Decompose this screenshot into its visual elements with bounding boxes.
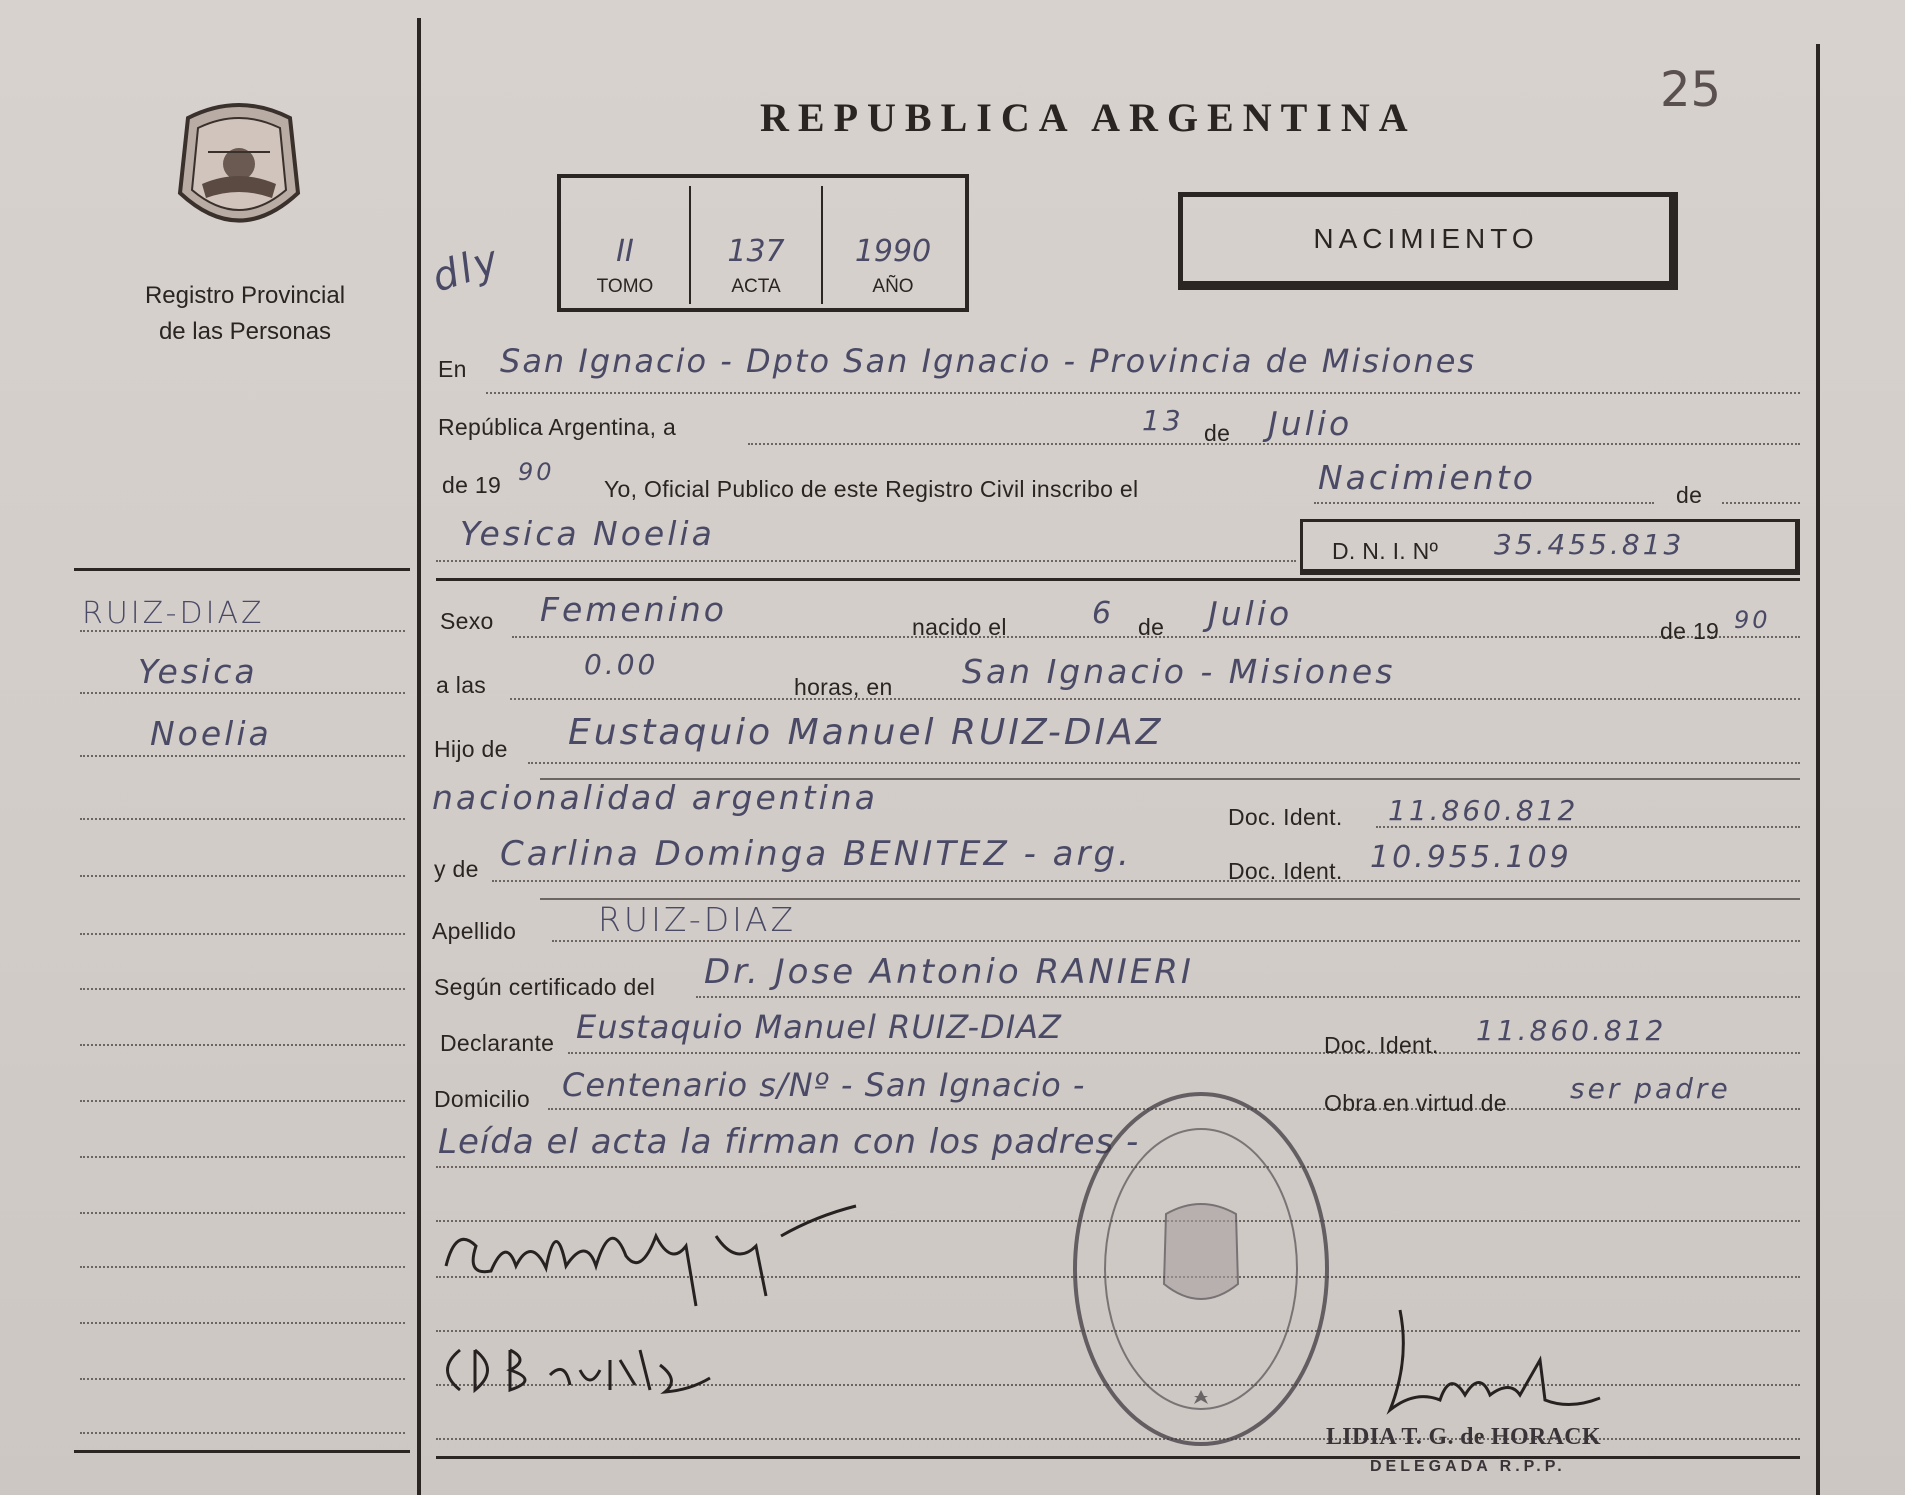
bottom-rule [436, 1456, 1800, 1459]
label-sexo: Sexo [440, 608, 494, 634]
official-stamp [1066, 1084, 1336, 1454]
field-line [1722, 502, 1800, 504]
side-given-name-1: Yesica [138, 652, 258, 691]
label-a-las: a las [436, 672, 487, 698]
mother-name-value: Carlina Dominga BENITEZ - arg. [500, 834, 1132, 874]
birth-month-value: Julio [1208, 594, 1293, 633]
closing-statement-value: Leída el acta la firman con los padres - [438, 1122, 1140, 1162]
label-dni: D. N. I. Nº [1332, 538, 1439, 564]
section-rule [436, 578, 1800, 581]
side-bottom-rule [74, 1450, 410, 1453]
birth-day-value: 6 [1092, 596, 1115, 631]
field-line [748, 443, 1800, 445]
document-title: REPUBLICA ARGENTINA [760, 95, 1417, 140]
acta-cell [691, 186, 823, 304]
certificate-doctor-value: Dr. Jose Antonio RANIERI [704, 952, 1194, 992]
label-doc-ident-1: Doc. Ident. [1228, 804, 1343, 830]
side-line [80, 1100, 405, 1102]
father-name-value: Eustaquio Manuel RUIZ-DIAZ [568, 712, 1164, 753]
main-right-border [1816, 44, 1820, 1495]
side-line [80, 630, 405, 632]
field-line [436, 560, 1296, 562]
record-type: NACIMIENTO [1313, 223, 1539, 254]
side-line [80, 1212, 405, 1214]
tomo-cell [561, 186, 691, 304]
tomo-value: II [616, 234, 634, 269]
side-line [80, 875, 405, 877]
sex-value: Femenino [540, 590, 727, 629]
child-name-value: Yesica Noelia [460, 514, 715, 553]
label-de-2: de [1138, 614, 1165, 640]
label-doc-ident-2: Doc. Ident. [1228, 858, 1343, 884]
field-line [552, 940, 1800, 942]
side-line [80, 1322, 405, 1324]
acta-label: ACTA [731, 276, 781, 297]
label-apellido: Apellido [432, 918, 517, 944]
field-line [696, 996, 1800, 998]
address-value: Centenario s/Nº - San Ignacio - [562, 1066, 1086, 1104]
capacity-value: ser padre [1570, 1072, 1731, 1105]
label-de-19: de 19 [442, 472, 502, 498]
side-line [80, 1378, 405, 1380]
label-nacido: nacido el [912, 614, 1007, 640]
field-line [568, 1052, 1800, 1054]
year-suffix-value: 90 [518, 458, 555, 486]
act-value: Nacimiento [1318, 458, 1536, 497]
side-line [80, 988, 405, 990]
anio-value: 1990 [854, 234, 932, 269]
officer-signature [1370, 1300, 1620, 1430]
main-left-border [417, 18, 421, 1495]
officer-role: DELEGADA R.P.P. [1370, 1458, 1566, 1475]
label-de-end: de [1676, 482, 1703, 508]
tomo-label: TOMO [596, 276, 654, 297]
side-given-name-2: Noelia [150, 714, 272, 753]
record-index-table [557, 174, 969, 312]
hour-value: 0.00 [584, 648, 659, 681]
father-doc-value: 11.860.812 [1388, 794, 1579, 827]
side-line [80, 818, 405, 820]
field-line [1314, 502, 1654, 504]
label-y-de: y de [434, 856, 479, 882]
father-signature [436, 1196, 866, 1326]
birth-year-suffix: 90 [1734, 606, 1771, 634]
org-name-line2: de las Personas [158, 318, 332, 345]
month-value: Julio [1268, 404, 1353, 443]
dni-value: 35.455.813 [1494, 528, 1685, 561]
label-domicilio: Domicilio [434, 1086, 530, 1112]
clerk-initials: dly [426, 236, 507, 302]
anio-label: AÑO [872, 276, 914, 297]
side-line [80, 933, 405, 935]
provincial-seal-icon [168, 98, 310, 248]
acta-value: 137 [727, 234, 785, 269]
page-number: 25 [1660, 62, 1722, 118]
side-line [80, 755, 405, 757]
surname-value: RUIZ-DIAZ [598, 900, 797, 939]
side-line [80, 1266, 405, 1268]
declarant-doc-value: 11.860.812 [1476, 1014, 1667, 1047]
label-yo: Yo, Oficial Publico de este Registro Civil inscribo el [604, 476, 1139, 502]
nationality-value: nacionalidad argentina [432, 778, 878, 817]
side-surname: RUIZ-DIAZ [82, 596, 265, 631]
label-doc-ident-3: Doc. Ident. [1324, 1032, 1439, 1058]
label-de: de [1204, 420, 1231, 446]
field-line [528, 762, 1800, 764]
field-line [486, 392, 1800, 394]
label-en: En [438, 356, 467, 382]
place-value: San Ignacio - Dpto San Ignacio - Provincia de Misiones [500, 342, 1477, 380]
side-line [80, 1432, 405, 1434]
field-line [492, 880, 1800, 882]
label-declarante: Declarante [440, 1030, 555, 1056]
label-de-19-b: de 19 [1660, 618, 1720, 644]
label-hijo: Hijo de [434, 736, 508, 762]
mother-doc-value: 10.955.109 [1370, 840, 1572, 875]
side-line [80, 692, 405, 694]
side-line [80, 1044, 405, 1046]
label-republica: República Argentina, a [438, 414, 677, 440]
label-segun: Según certificado del [434, 974, 656, 1000]
field-line [510, 698, 1800, 700]
birth-place-value: San Ignacio - Misiones [962, 652, 1396, 691]
side-line [80, 1156, 405, 1158]
day-value: 13 [1142, 404, 1184, 437]
officer-name: LIDIA T. G. de HORACK [1326, 1424, 1601, 1450]
anio-cell [823, 186, 963, 304]
declarant-value: Eustaquio Manuel RUIZ-DIAZ [576, 1008, 1062, 1046]
side-top-rule [74, 568, 410, 571]
label-horas: horas, en [794, 674, 893, 700]
label-obra: Obra en virtud de [1324, 1090, 1507, 1116]
org-name-line1: Registro Provincial [144, 282, 346, 309]
record-type-box [1178, 192, 1678, 290]
mother-signature [430, 1330, 730, 1410]
